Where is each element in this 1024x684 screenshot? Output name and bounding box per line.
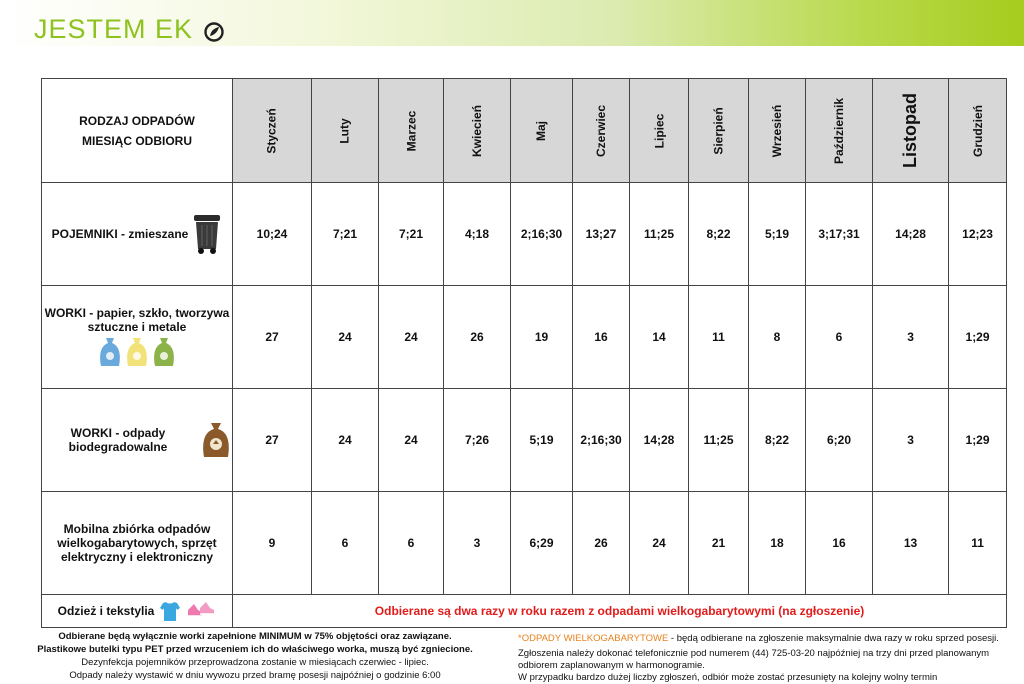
schedule-cell: 27 [233, 286, 312, 389]
schedule-cell: 6 [312, 492, 379, 595]
row-label-bold: wielkogabarytowych, sprzęt elektryczny i elektroniczny [57, 536, 217, 564]
schedule-cell: 16 [806, 492, 873, 595]
corner-line-2: MIESIĄC ODBIORU [81, 133, 192, 148]
schedule-cell: 8 [749, 286, 806, 389]
row-label-bold: papier, szkło, tworzywa sztuczne i metale [87, 306, 230, 334]
schedule-cell: 2;16;30 [511, 183, 573, 286]
month-header [573, 79, 630, 183]
schedule-cell: 24 [379, 389, 444, 492]
schedule-cell: 14 [630, 286, 689, 389]
row-label-normal: POJEMNIKI - [51, 227, 129, 241]
schedule-cell: 8;22 [749, 389, 806, 492]
month-header [749, 79, 806, 183]
schedule-cell: 14;28 [630, 389, 689, 492]
schedule-cell: 16 [573, 286, 630, 389]
row-label-normal: WORKI - [44, 306, 97, 320]
month-label: Marzec [404, 110, 418, 151]
month-label: Lipiec [652, 113, 666, 148]
collection-schedule-table [41, 78, 1007, 628]
month-header [873, 79, 949, 183]
footer-note: Dezynfekcja pojemników przeprowadzona zostanie w miesiącach czerwiec - lipiec. [81, 657, 429, 668]
schedule-cell: 8;22 [689, 183, 749, 286]
row-label-bold: odpady biodegradowalne [68, 426, 168, 454]
textiles-note: Odbierane są dwa razy w roku razem z odpadami wielkogabarytowymi (na zgłoszenie) [233, 595, 1007, 628]
schedule-cell: 3 [873, 389, 949, 492]
schedule-cell: 11;25 [630, 183, 689, 286]
row-label-textiles [42, 595, 233, 628]
footer-note: Zgłoszenia należy dokonać telefonicznie pod numerem (44) 725-03-20 najpóźniej na trzy dni przed planowanym odbiorem zaplanowanym w harmonogramie. [518, 648, 990, 671]
table-corner-header [42, 79, 233, 183]
tshirt-icon [159, 600, 181, 622]
month-label: Październik [832, 97, 847, 164]
footer-notes-right [518, 633, 1018, 684]
row-label-normal: WORKI - [70, 426, 123, 440]
row-label-bold: zmieszane [128, 227, 189, 241]
schedule-cell: 2;16;30 [573, 389, 630, 492]
footer-note: W przypadku bardzo dużej liczby zgłoszeń, odbiór może zostać przesunięty na kolejny wolny termin [518, 672, 938, 683]
schedule-cell: 26 [444, 286, 511, 389]
row-label-normal: Odzież i tekstylia [57, 604, 155, 618]
month-label: Listopad [900, 93, 921, 168]
month-label: Styczeń [264, 107, 279, 154]
schedule-cell: 1;29 [949, 389, 1007, 492]
month-label: Grudzień [970, 104, 985, 157]
schedule-cell: 7;21 [312, 183, 379, 286]
month-header [630, 79, 689, 183]
brand-title: JESTEM EK [34, 14, 194, 44]
month-label: Sierpień [711, 106, 726, 155]
schedule-cell: 24 [379, 286, 444, 389]
schedule-cell: 10;24 [233, 183, 312, 286]
month-label: Maj [534, 120, 549, 141]
schedule-cell: 14;28 [873, 183, 949, 286]
schedule-cell: 7;26 [444, 389, 511, 492]
schedule-cell: 13 [873, 492, 949, 595]
waste-bin-icon [192, 213, 222, 255]
footer-note: Odbierane będą wyłącznie worki zapełnione MINIMUM w 75% objętości oraz zawiązane. [58, 631, 452, 642]
schedule-cell: 11;25 [689, 389, 749, 492]
month-header [379, 79, 444, 183]
schedule-cell: 13;27 [573, 183, 630, 286]
schedule-cell: 7;21 [379, 183, 444, 286]
schedule-cell: 19 [511, 286, 573, 389]
month-header [511, 79, 573, 183]
month-header [949, 79, 1007, 183]
header-bar [0, 0, 1024, 46]
month-header [233, 79, 312, 183]
row-label-bio-bags [42, 389, 233, 492]
schedule-cell: 27 [233, 389, 312, 492]
schedule-cell: 4;18 [444, 183, 511, 286]
month-header [806, 79, 873, 183]
row-label-normal: Mobilna zbiórka odpadów [63, 522, 211, 536]
month-label: Wrzesień [770, 104, 784, 157]
month-label: Kwiecień [470, 104, 484, 157]
schedule-cell: 9 [233, 492, 312, 595]
schedule-cell: 6;29 [511, 492, 573, 595]
month-label: Czerwiec [594, 104, 608, 157]
row-label-recycling-bags [42, 286, 233, 389]
month-header [444, 79, 511, 183]
schedule-cell: 12;23 [949, 183, 1007, 286]
schedule-cell: 3 [873, 286, 949, 389]
footer-note: Odpady należy wystawić w dniu wywozu przed bramę posesji najpóźniej o godzinie 6:00 [69, 670, 441, 681]
schedule-cell: 3 [444, 492, 511, 595]
schedule-cell: 11 [949, 492, 1007, 595]
schedule-cell: 1;29 [949, 286, 1007, 389]
schedule-cell: 18 [749, 492, 806, 595]
bulky-waste-title: *ODPADY WIELKOGABARYTOWE [518, 633, 669, 644]
schedule-cell: 6;20 [806, 389, 873, 492]
month-header [689, 79, 749, 183]
schedule-cell: 24 [630, 492, 689, 595]
recycling-bags-icon [42, 336, 232, 368]
schedule-cell: 26 [573, 492, 630, 595]
corner-line-1: RODZAJ ODPADÓW [79, 113, 195, 128]
sneakers-icon [186, 600, 216, 622]
footer-notes-left [0, 630, 510, 682]
row-label-bulky-waste [42, 492, 233, 595]
month-label: Luty [338, 117, 352, 144]
schedule-cell: 5;19 [749, 183, 806, 286]
schedule-cell: 6 [379, 492, 444, 595]
schedule-cell: 5;19 [511, 389, 573, 492]
month-header [312, 79, 379, 183]
schedule-cell: 6 [806, 286, 873, 389]
row-label-mixed-bins [42, 183, 233, 286]
footer-note: Plastikowe butelki typu PET przed wrzuceniem ich do właściwego worka, muszą być zgniecione. [37, 644, 473, 655]
schedule-cell: 21 [689, 492, 749, 595]
leaf-o-icon [204, 22, 224, 42]
schedule-cell: 24 [312, 286, 379, 389]
footer-note: - będą odbierane na zgłoszenie maksymalnie dwa razy w roku sprzed posesji. [668, 633, 999, 644]
bio-bag-icon [200, 421, 232, 459]
schedule-cell: 24 [312, 389, 379, 492]
schedule-cell: 11 [689, 286, 749, 389]
schedule-cell: 3;17;31 [806, 183, 873, 286]
